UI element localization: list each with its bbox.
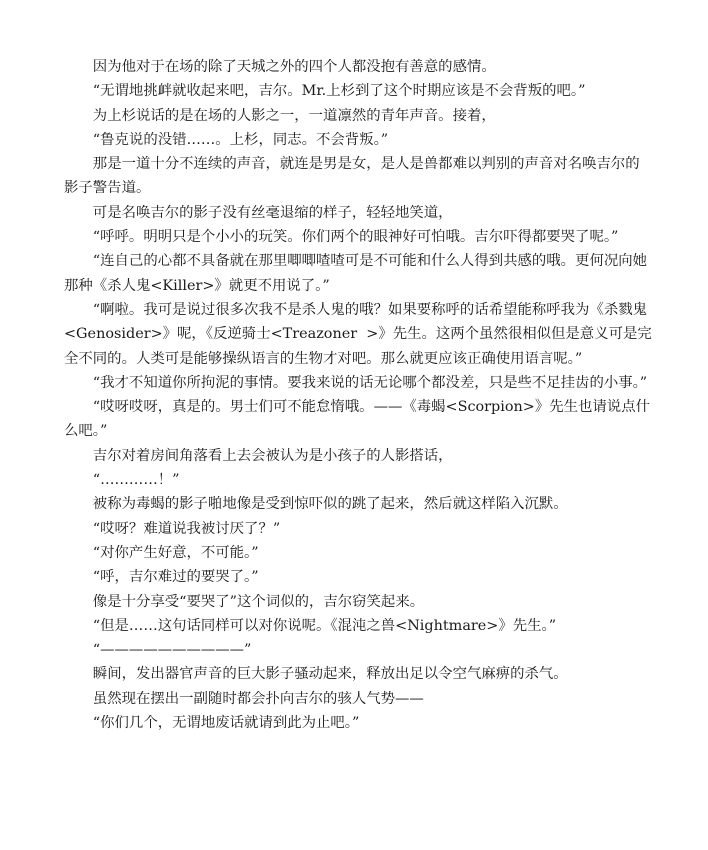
paragraph: “连自己的心都不具备就在那里唧唧喳喳可是不可能和什么人得到共感的哦。更何况向她那种《杀人鬼<Killer>》就更不用说了。” [64,253,648,294]
paragraph: “对你产生好意，不可能。” [92,544,259,561]
paragraph: “无谓地挑衅就收起来吧，吉尔。Mr.上杉到了这个时期应该是不会背叛的吧。” [92,83,586,100]
paragraph: 因为他对于在场的除了天城之外的四个人都没抱有善意的感情。 [92,59,496,75]
paragraph: “——————————” [92,642,252,659]
paragraph: “你们几个，无谓地废话就请到此为止吧。” [92,715,360,732]
paragraph: 为上杉说话的是在场的人影之一，一道凛然的青年声音。接着， [92,107,496,124]
paragraph: 吉尔对着房间角落看上去会被认为是小孩子的人影搭话， [92,447,453,464]
paragraph: “我才不知道你所拘泥的事情。要我来说的话无论哪个都没差，只是些不足挂齿的小事。” [92,374,648,391]
paragraph: “哎呀？难道说我被讨厌了？” [92,520,281,537]
paragraph: 虽然现在摆出一副随时都会扑向吉尔的骇人气势—— [92,690,424,707]
paragraph: “呼，吉尔难过的要哭了。” [92,569,259,586]
paragraph: “…………！” [92,472,180,489]
paragraph: 瞬间，发出器官声音的巨大影子骚动起来，释放出足以令空气麻痹的杀气。 [92,666,568,683]
text-body [64,55,654,735]
paragraph: “但是……这句话同样可以对你说呢。《混沌之兽<Nightmare>》先生。” [92,617,557,634]
paragraph: “呼呼。明明只是个小小的玩笑。你们两个的眼神好可怕哦。吉尔吓得都要哭了呢。” [92,229,619,246]
paragraph: “哎呀哎呀，真是的。男士们可不能怠惰哦。——《毒蝎<Scorpion>》先生也请说点什么吧。” [64,399,650,440]
paragraph: 像是十分享受“要哭了”这个词似的，吉尔窃笑起来。 [92,593,425,610]
paragraph: “啊啦。我可是说过很多次我不是杀人鬼的哦？如果要称呼的话希望能称呼我为《杀戮鬼<Genosider>》呢，《反逆骑士<Treazoner >》先生。这两个虽然很相似但是意义可是完全不同的。人类可是能够操纵语言的生物才对吧。那么就更应该正确使用语言呢。” [64,301,652,367]
paragraph: 那是一道十分不连续的声音，就连是男是女，是人是兽都难以判别的声音对名唤吉尔的影子警告道。 [64,156,640,197]
paragraph: 可是名唤吉尔的影子没有丝毫退缩的样子，轻轻地笑道， [92,204,453,221]
paragraph: 被称为毒蝎的影子啪地像是受到惊吓似的跳了起来，然后就这样陷入沉默。 [92,496,568,513]
paragraph: “鲁克说的没错……。上杉，同志。不会背叛。” [92,131,389,148]
